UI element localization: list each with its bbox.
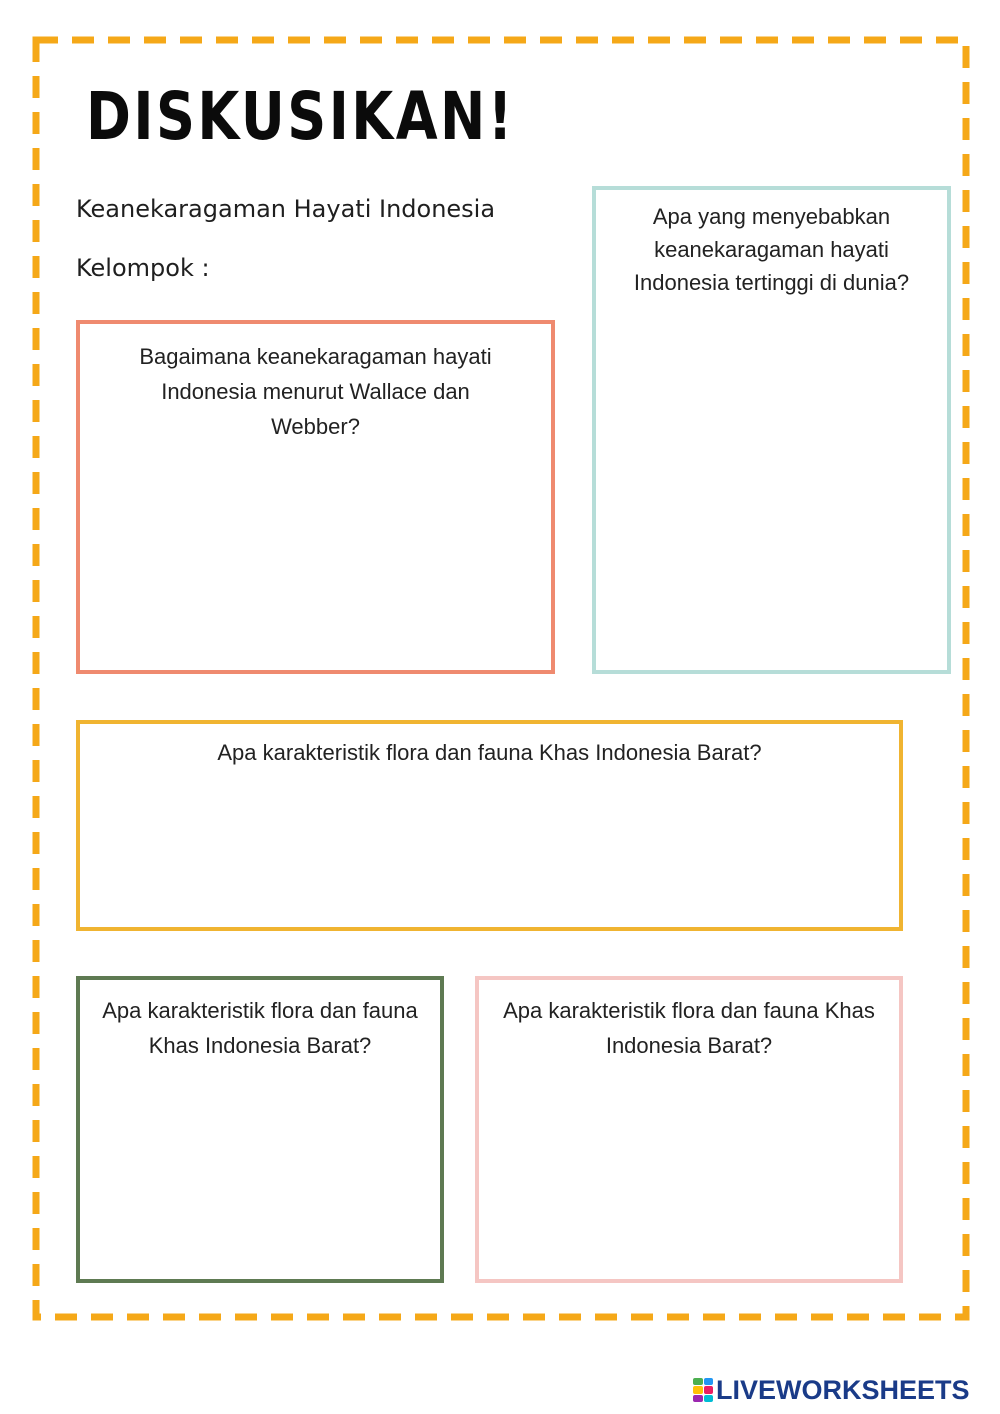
brand-name: LIVEWORKSHEETS [716,1374,970,1405]
question-text: Apa karakteristik flora dan fauna Khas Indonesia Barat? [102,998,418,1058]
question-text: Apa karakteristik flora dan fauna Khas Indonesia Barat? [503,998,875,1058]
question-text: Apa yang menyebabkan keanekaragaman hayati Indonesia tertinggi di dunia? [633,204,910,295]
answer-box-flora-fauna-right[interactable] [475,976,903,1283]
worksheet-title: DISKUSIKAN! [86,78,515,155]
question-text: Bagaimana keanekaragaman hayati Indonesia menurut Wallace dan Webber? [139,344,492,439]
answer-box-west-indonesia[interactable] [76,720,903,931]
question-text: Apa karakteristik flora dan fauna Khas Indonesia Barat? [217,740,762,765]
liveworksheets-logo-icon [693,1378,713,1402]
liveworksheets-brand[interactable] [693,1376,970,1404]
answer-box-cause-biodiversity[interactable] [592,186,951,674]
answer-box-flora-fauna-left[interactable] [76,976,444,1283]
group-label: Kelompok : [76,254,210,282]
answer-box-wallace-webber[interactable] [76,320,555,674]
worksheet-subtitle: Keanekaragaman Hayati Indonesia [76,195,496,223]
